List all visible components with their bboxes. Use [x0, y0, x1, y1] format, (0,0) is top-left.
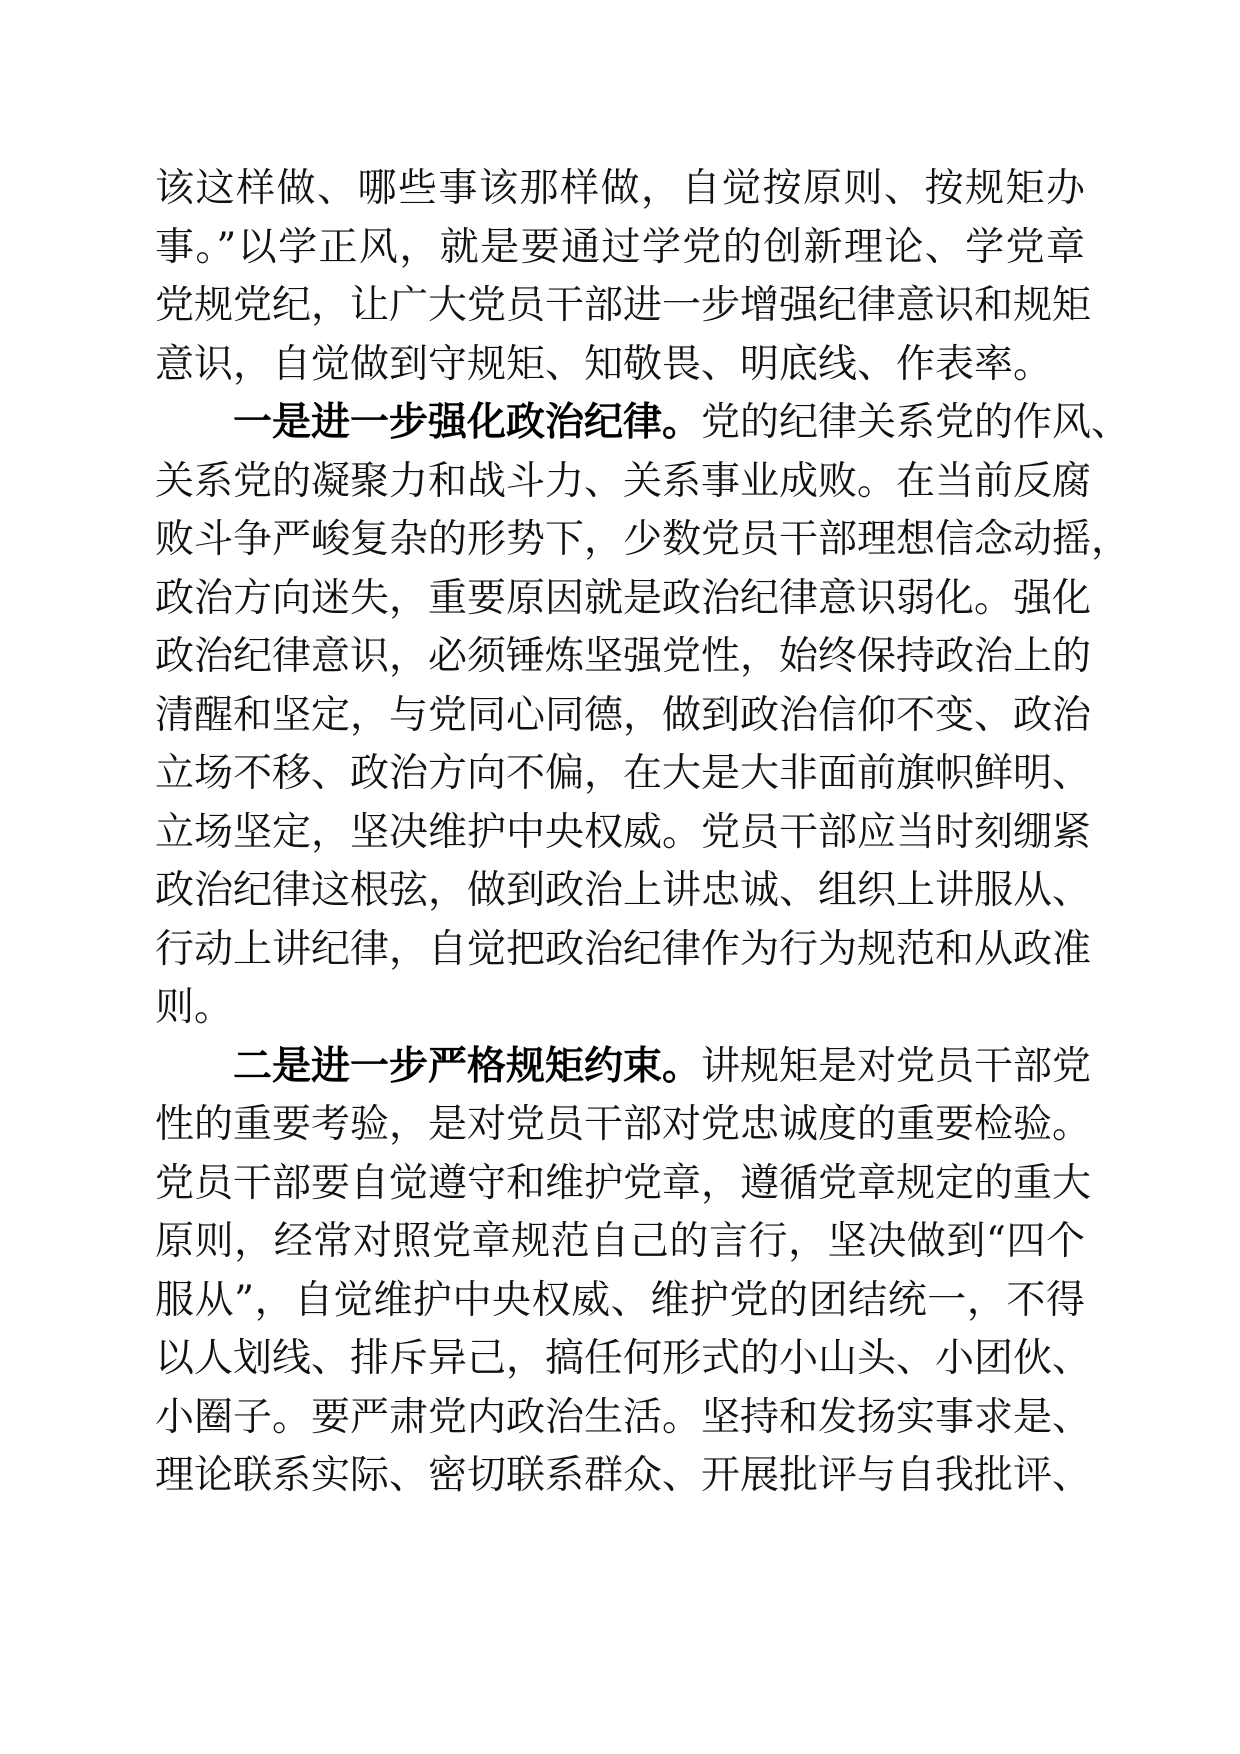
document-body — [155, 160, 1131, 1506]
body-line: 政治纪律意识，必须锤炼坚强党性，始终保持政治上的 — [155, 634, 1092, 679]
body-line: 性的重要考验，是对党员干部对党忠诚度的重要检验。 — [155, 1102, 1092, 1147]
body-line: 以人划线、排斥异己，搞任何形式的小山头、小团伙、 — [155, 1336, 1092, 1381]
body-line: 事。”以学正风，就是要通过学党的创新理论、学党章 — [155, 224, 1085, 270]
body-line: 政治方向迷失，重要原因就是政治纪律意识弱化。强化 — [155, 575, 1092, 621]
section-heading-2: 二是进一步严格规矩约束。 — [233, 1043, 702, 1089]
section-first-line — [155, 394, 1131, 453]
body-line: 则。 — [155, 985, 234, 1030]
body-line: 该这样做、哪些事该那样做，自觉按原则、按规矩办 — [155, 166, 1085, 211]
body-line: 立场不移、政治方向不偏，在大是大非面前旗帜鲜明、 — [155, 751, 1092, 796]
body-line: 服从”，自觉维护中央权威、维护党的团结统一，不得 — [155, 1277, 1085, 1323]
body-line: 理论联系实际、密切联系群众、开展批评与自我批评、 — [155, 1453, 1092, 1498]
section-first-line-text: 讲规矩是对党员干部党 — [701, 1043, 1092, 1089]
section-first-line-text: 党的纪律关系党的作风、 — [701, 400, 1131, 445]
body-line: 行动上讲纪律，自觉把政治纪律作为行为规范和从政准 — [155, 926, 1092, 972]
section-first-line — [155, 1038, 1092, 1097]
body-line: 政治纪律这根弦，做到政治上讲忠诚、组织上讲服从、 — [155, 868, 1092, 913]
body-line: 党员干部要自觉遵守和维护党章，遵循党章规定的重大 — [155, 1160, 1092, 1206]
body-line: 关系党的凝聚力和战斗力、关系事业成败。在当前反腐 — [155, 458, 1092, 504]
body-line: 清醒和坚定，与党同心同德，做到政治信仰不变、政治 — [155, 692, 1092, 738]
body-line: 党规党纪，让广大党员干部进一步增强纪律意识和规矩 — [155, 283, 1092, 328]
body-line: 意识，自觉做到守规矩、知敬畏、明底线、作表率。 — [155, 341, 1053, 387]
section-heading-1: 一是进一步强化政治纪律。 — [233, 400, 702, 445]
body-line: 败斗争严峻复杂的形势下，少数党员干部理想信念动摇， — [155, 517, 1131, 562]
body-line: 小圈子。要严肃党内政治生活。坚持和发扬实事求是、 — [155, 1394, 1092, 1440]
body-line: 原则，经常对照党章规范自己的言行，坚决做到“四个 — [155, 1219, 1085, 1264]
body-line: 立场坚定，坚决维护中央权威。党员干部应当时刻绷紧 — [155, 809, 1092, 855]
